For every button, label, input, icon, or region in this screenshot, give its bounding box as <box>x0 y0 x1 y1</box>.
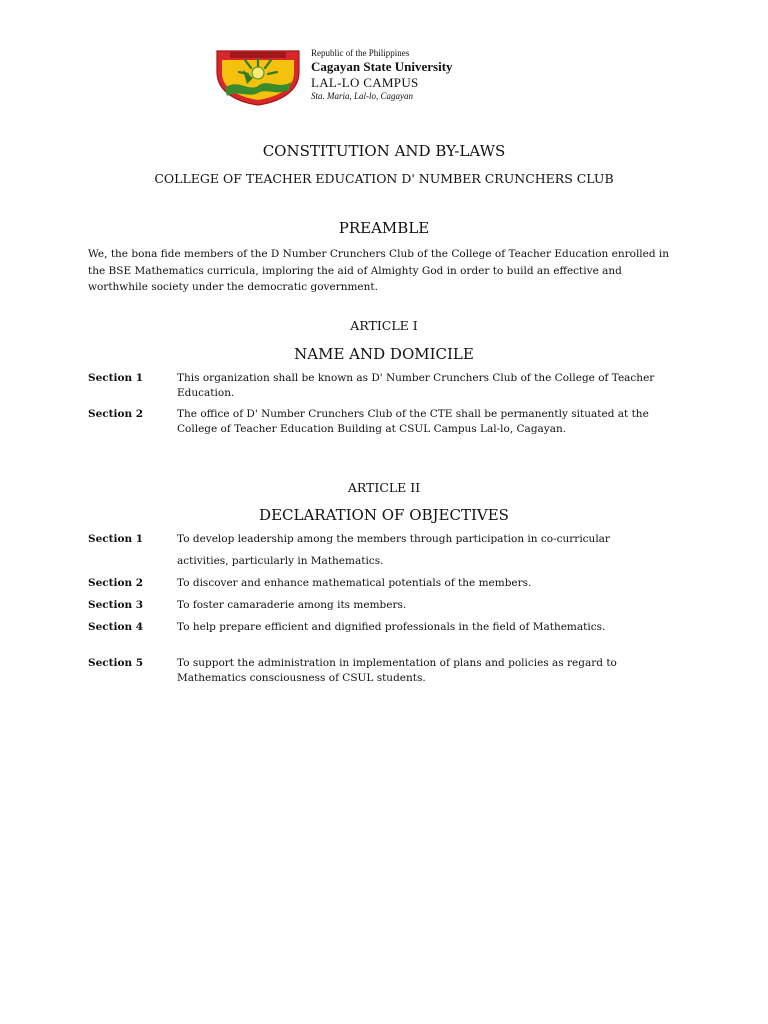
article-1-label: ARTICLE I <box>350 318 418 333</box>
section-text: To help prepare efficient and dignified professionals in the field of Mathematics. <box>177 621 606 633</box>
campus-address: Sta. Maria, Lal-lo, Cagayan <box>311 91 414 101</box>
section-label: Section 2 <box>88 408 144 420</box>
republic-line: Republic of the Philippines <box>311 48 410 58</box>
section-label: Section 1 <box>88 533 144 545</box>
section-label: Section 4 <box>88 621 144 633</box>
section-label: Section 2 <box>88 577 144 589</box>
section-text: To develop leadership among the members through participation in co-curricular activities, particularly in Mathematics. <box>177 533 610 567</box>
preamble-heading: PREAMBLE <box>338 219 430 237</box>
letterhead <box>311 48 453 102</box>
section-text: To foster camaraderie among its members. <box>177 599 407 611</box>
section-text: This organization shall be known as D' Number Crunchers Club of the College of Teacher Education. <box>177 372 655 399</box>
section-text: To discover and enhance mathematical potentials of the members. <box>177 577 532 589</box>
section-label: Section 3 <box>88 599 144 611</box>
article-1-title: NAME AND DOMICILE <box>294 345 474 363</box>
university-name: Cagayan State University <box>311 59 453 74</box>
article-2-label: ARTICLE II <box>347 480 421 495</box>
document-title: CONSTITUTION AND BY-LAWS <box>262 142 506 160</box>
preamble-text: We, the bona fide members of the D Number Crunchers Club of the College of Teacher Education enrolled in the BSE Mathematics curricula, imploring the aid of Almighty God in order to build an effective and worthwhile society under the democratic government. <box>88 248 670 293</box>
section-text: The office of D' Number Crunchers Club of the CTE shall be permanently situated at the College of Teacher Education Building at CSUL Campus Lal-lo, Cagayan. <box>177 408 649 435</box>
section-label: Section 5 <box>88 657 144 669</box>
section-label: Section 1 <box>88 372 144 384</box>
section-text: To support the administration in implementation of plans and policies as regard to Mathematics consciousness of CSUL students. <box>177 657 617 684</box>
article-2-title: DECLARATION OF OBJECTIVES <box>259 506 509 524</box>
campus-name: LAL-LO CAMPUS <box>311 75 419 90</box>
university-seal-logo <box>215 48 301 106</box>
document-subtitle: COLLEGE OF TEACHER EDUCATION D' NUMBER CRUNCHERS CLUB <box>154 171 614 186</box>
